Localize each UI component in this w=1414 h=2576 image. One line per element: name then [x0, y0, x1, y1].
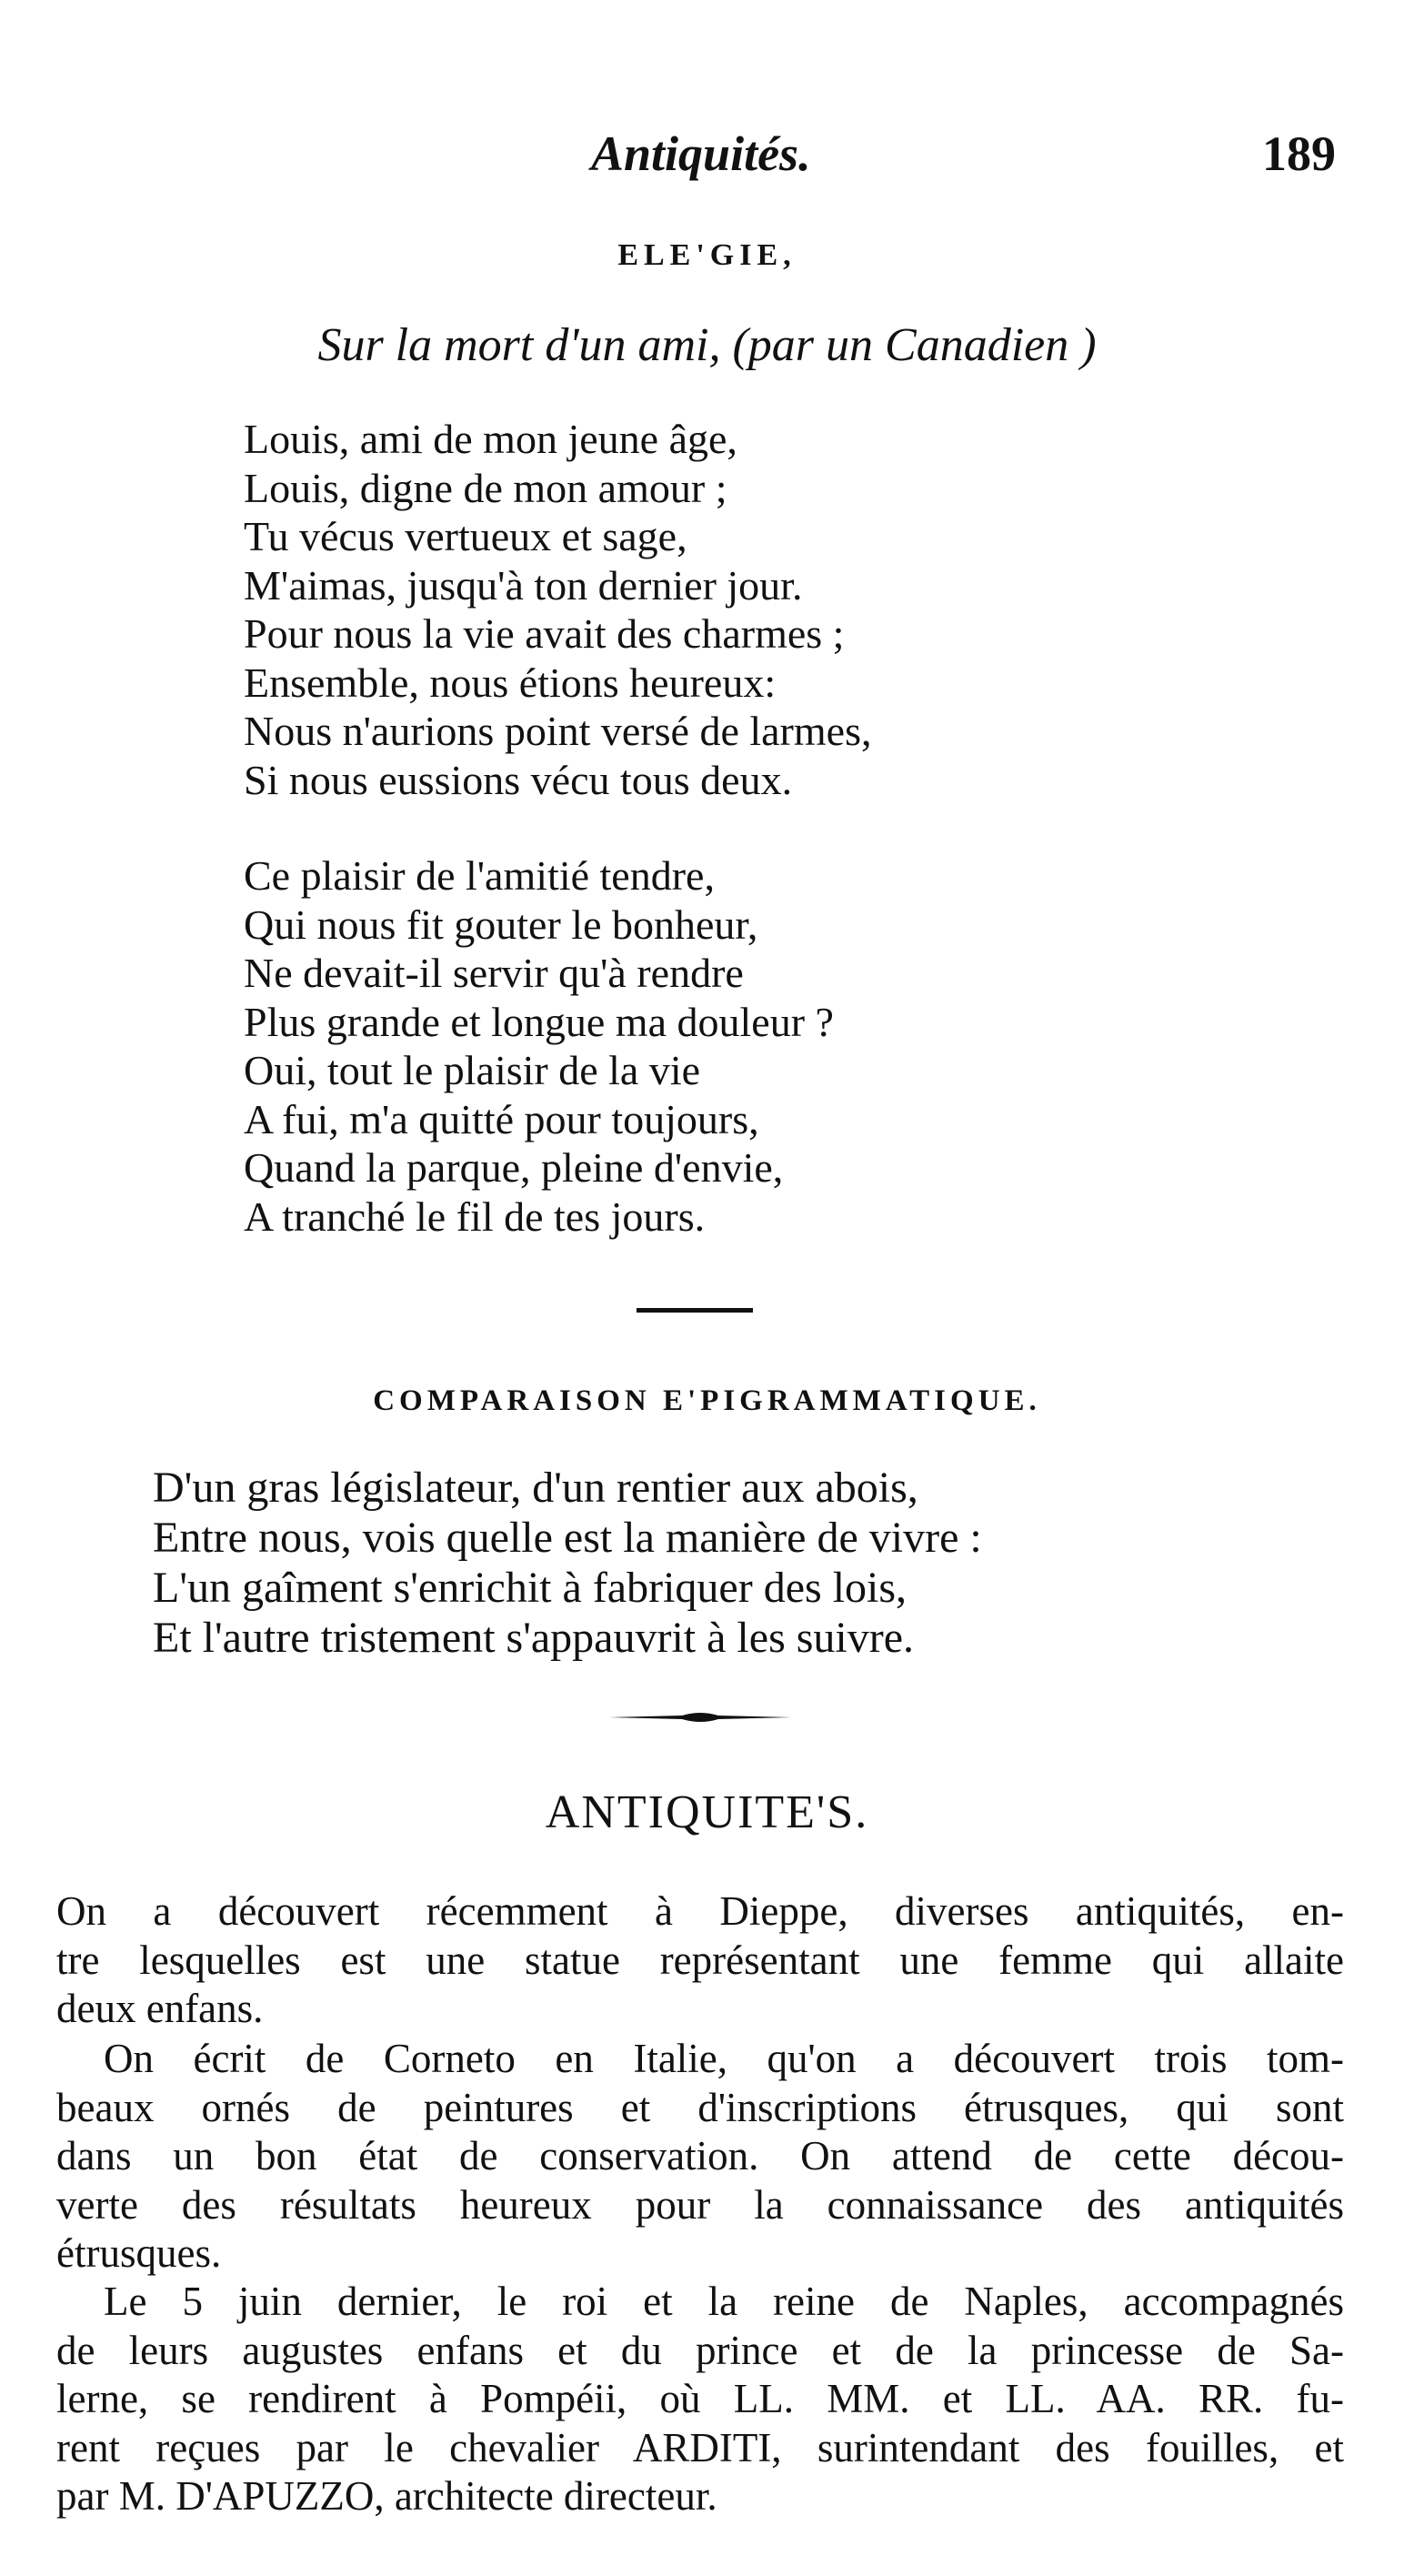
elegie-stanza-2 — [244, 851, 834, 1241]
verse-line: Entre nous, vois quelle est la manière de vivre : — [153, 1514, 982, 1562]
verse-line: L'un gaîment s'enrichit à fabriquer des lois, — [153, 1564, 908, 1612]
paragraph — [56, 2035, 1344, 2279]
page-number: 189 — [1262, 126, 1336, 181]
elegie-title: ELE'GIE, — [617, 238, 797, 272]
paragraph-line: verte des résultats heureux pour la connaissance des antiquités — [56, 2181, 1344, 2228]
running-head — [0, 126, 1414, 198]
verse-line: Oui, tout le plaisir de la vie — [244, 1047, 701, 1093]
verse-line: Et l'autre tristement s'appauvrit à les suivre. — [153, 1614, 915, 1662]
verse-line: Si nous eussions vécu tous deux. — [244, 756, 793, 803]
verse-line: M'aimas, jusqu'à ton dernier jour. — [244, 561, 803, 609]
epigram-stanza — [153, 1463, 982, 1663]
verse-line: Quand la parque, pleine d'envie, — [244, 1144, 784, 1191]
verse-line: Nous n'aurions point versé de larmes, — [244, 708, 872, 754]
elegie-subtitle: Sur la mort d'un ami, (par un Canadien ) — [317, 319, 1097, 371]
paragraph-line: On a découvert récemment à Dieppe, diverses antiquités, en- — [56, 1888, 1344, 1934]
paragraph — [56, 2278, 1344, 2521]
verse-line: Louis, ami de mon jeune âge, — [244, 416, 737, 462]
section-divider-rule — [637, 1308, 753, 1313]
verse-line: Louis, digne de mon amour ; — [244, 464, 727, 511]
ornamental-divider-icon — [609, 1708, 791, 1726]
paragraph-line: par M. D'APUZZO, architecte directeur. — [56, 2473, 717, 2519]
verse-line: Tu vécus vertueux et sage, — [244, 513, 687, 559]
elegie-stanza-1 — [244, 415, 871, 804]
paragraph-line: étrusques. — [56, 2230, 222, 2276]
verse-line: Qui nous fit gouter le bonheur, — [244, 901, 758, 948]
paragraph-line: deux enfans. — [56, 1986, 264, 2031]
paragraph-line: lerne, se rendirent à Pompéii, où LL. MM. et LL. AA. RR. fu- — [56, 2376, 1344, 2421]
running-title: Antiquités. — [591, 126, 811, 181]
verse-line: D'un gras législateur, d'un rentier aux abois, — [153, 1464, 918, 1512]
paragraph-line: beaux ornés de peintures et d'inscriptions étrusques, qui sont — [56, 2084, 1344, 2130]
verse-line: Ce plaisir de l'amitié tendre, — [244, 852, 715, 899]
verse-line: Ensemble, nous étions heureux: — [244, 659, 777, 706]
verse-line: A fui, m'a quitté pour toujours, — [244, 1095, 759, 1142]
verse-line: Ne devait-il servir qu'à rendre — [244, 950, 744, 996]
verse-line: Plus grande et longue ma douleur ? — [244, 998, 834, 1045]
paragraph-line: de leurs augustes enfans et du prince et de la princesse de Sa- — [56, 2327, 1344, 2373]
paragraph — [56, 1887, 1344, 2034]
paragraph-line: Le 5 juin dernier, le roi et la reine de Naples, accompagnés — [104, 2279, 1344, 2324]
verse-line: Pour nous la vie avait des charmes ; — [244, 610, 845, 657]
paragraph-line: rent reçues par le chevalier ARDITI, surintendant des fouilles, et — [56, 2424, 1344, 2470]
antiquites-title: ANTIQUITE'S. — [545, 1786, 869, 1838]
paragraph-line: dans un bon état de conservation. On attend de cette décou- — [56, 2133, 1344, 2179]
comparaison-title: COMPARAISON E'PIGRAMMATIQUE. — [373, 1384, 1041, 1417]
paragraph-line: tre lesquelles est une statue représentant une femme qui allaite — [56, 1937, 1344, 1983]
verse-line: A tranché le fil de tes jours. — [244, 1192, 706, 1240]
paragraph-line: On écrit de Corneto en Italie, qu'on a découvert trois tom- — [104, 2036, 1344, 2081]
